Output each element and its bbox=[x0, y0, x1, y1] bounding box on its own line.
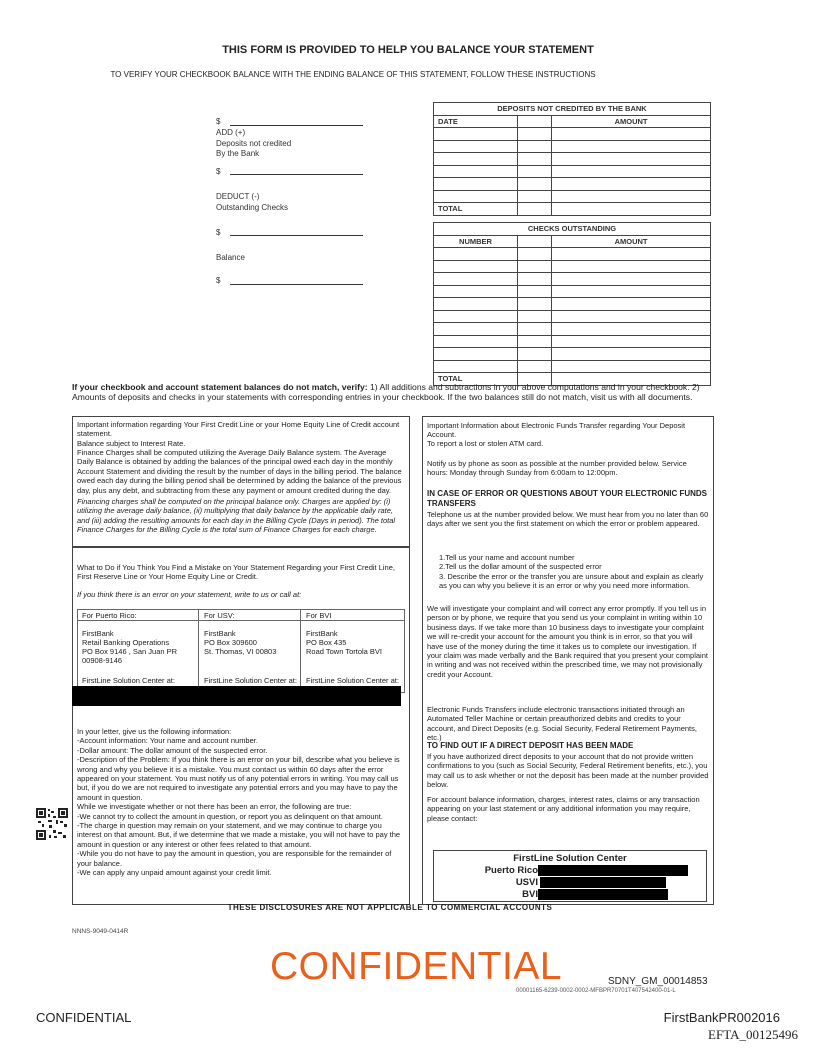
deposits-table-title: DEPOSITS NOT CREDITED BY THE BANK bbox=[434, 103, 711, 116]
instructions: TO VERIFY YOUR CHECKBOOK BALANCE WITH THE ENDING BALANCE OF THIS STATEMENT, FOLLOW THESE INSTRUCTIONS bbox=[110, 70, 596, 79]
eft-definition: Electronic Funds Transfers include electronic transactions initiated through an Automated Teller Machine or certain preauthorized debits and credits to your account, and Direct Deposits (e.g. Social Security, Federal Retirement Payments, etc.) bbox=[427, 705, 697, 743]
eft-box bbox=[422, 416, 714, 905]
bvi-address-line: FirstBank bbox=[306, 629, 338, 638]
checks-line[interactable] bbox=[230, 235, 363, 236]
step-item: 3. Describe the error or the transfer you are unsure about and explain as clearly as you can why you believe it is an error or why you need more information. bbox=[439, 571, 704, 591]
notify-text: Notify us by phone as soon as possible at the number provided below. Service hours: Monday through Sunday from 6:00am to 12:00pm. bbox=[427, 459, 687, 478]
bottom-confidential: CONFIDENTIAL bbox=[36, 1010, 132, 1025]
dollar-sign: $ bbox=[216, 167, 221, 176]
bvi-center-label: FirstLine Solution Center at: bbox=[306, 676, 399, 685]
financing-charges-text: Financing charges shall be computed on the principal balance only. Charges are applied by: (i) utilizing the average daily balance, (ii) multiplying that daily balance by the applicable daily rate, and (iii) adding the resulting amounts for each day in the Billing Cycle (Days in period). The total Finance Charges for the Billing Cycle is the total sum of Finance Charges for each charge. bbox=[77, 497, 396, 535]
verify-lead: If your checkbook and account statement balances do not match, verify: bbox=[72, 382, 368, 392]
pr-center-label: FirstLine Solution Center at: bbox=[82, 676, 175, 685]
qr-code bbox=[36, 808, 68, 840]
usv-heading: For USV: bbox=[204, 611, 235, 620]
balance-label: Balance bbox=[216, 253, 245, 262]
verify-paragraph bbox=[72, 382, 708, 403]
credit-info-box bbox=[72, 416, 410, 548]
bvi-label: BVI bbox=[522, 889, 538, 900]
redaction-bar bbox=[72, 686, 401, 706]
investigate-text: We will investigate your complaint and will correct any error promptly. If you tell us in person or by phone, we require that you send us your complaint in writing within 10 business days. If we take more than 10 business days to investigate your complaint we will re-credit your account for the amount you think is in error, so that you will have use of the money during the time it takes us to complete our investigation. If your claim was made verbally and the Bank required that you present your complaint in writing and was not received within the prescribed time, we may not provisionally credit your Account. bbox=[427, 604, 708, 679]
by-bank-label: By the Bank bbox=[216, 149, 260, 158]
eft-title: Important Information about Electronic Funds Transfer regarding Your Deposit Account. bbox=[427, 421, 686, 440]
usv-center-label: FirstLine Solution Center at: bbox=[204, 676, 297, 685]
pr-address-line: PO Box 9146 , San Juan PR bbox=[82, 647, 178, 656]
interest-rate-text: Balance subject to Interest Rate. bbox=[77, 439, 186, 448]
bvi-heading: For BVI bbox=[306, 611, 332, 620]
investigate-item: -We can apply any unpaid amount against your credit limit. bbox=[77, 868, 272, 878]
write-to-us: If you think there is an error on your statement, write to us or call at: bbox=[77, 590, 302, 599]
deposits-line[interactable] bbox=[230, 174, 363, 175]
verify-text: 1) All additions and subtractions in your above computations and in your checkbook. 2) Amounts of deposits and checks in your statements with corresponding entries in your checkbook. If the two balances still do not match, visit us with all documents. bbox=[72, 382, 700, 403]
amount-header: AMOUNT bbox=[552, 235, 711, 248]
deposits-table bbox=[433, 102, 711, 216]
investigate-item: -We cannot try to collect the amount in question, or report you as delinquent on that amount. bbox=[77, 811, 383, 821]
bvi-address-line: Road Town Tortola BVI bbox=[306, 647, 383, 656]
redaction-bar bbox=[540, 877, 666, 888]
pr-address-line: Retail Banking Operations bbox=[82, 638, 170, 647]
bvi-address-line: PO Box 435 bbox=[306, 638, 347, 647]
letter-item: -Dollar amount: The dollar amount of the suspected error. bbox=[77, 745, 268, 755]
form-code: NNNS-9049-0414R bbox=[72, 928, 129, 935]
pr-heading: For Puerto Rico: bbox=[82, 611, 137, 620]
finance-charges-text: Finance Charges shall be computed utilizing the Average Daily Balance system. The Average Daily Balance is obtained by adding the balances of the principal owed each day in the monthly Account Statement and dividing the result by the number of days in the billing period. The balance owed each day during the billing period shall be determined by adding the balance of the previous day, plus any debt, and subtracting from these any payment or amount credited during the day. bbox=[77, 448, 402, 495]
date-header: DATE bbox=[434, 115, 518, 128]
efta-number: EFTA_00125496 bbox=[708, 1027, 798, 1042]
step-item: 2.Tell us the dollar amount of the suspected error bbox=[439, 562, 602, 572]
telephone-text: Telephone us at the number provided below. We must hear from you no later than 60 days after we sent you the first statement on which the error or problem appeared. bbox=[427, 510, 709, 529]
mistake-title: What to Do if You Think You Find a Mistake on Your Statement Regarding your First Credit Line, First Reserve Line or Your Home Equity Line or Credit. bbox=[77, 563, 395, 582]
letter-info bbox=[77, 727, 403, 878]
dollar-sign: $ bbox=[216, 117, 221, 126]
usv-address-line: St. Thomas, VI 00803 bbox=[204, 647, 277, 656]
lost-card-text: To report a lost or stolen ATM card. bbox=[427, 439, 544, 448]
outstanding-label: Outstanding Checks bbox=[216, 203, 289, 212]
investigate-item: -The charge in question may remain on your statement, and we may continue to charge you interest on that amount. But, if we determine that we made a mistake, you will not have to pay the amount in question or any interest or other fees related to that amount. bbox=[77, 821, 401, 849]
letter-item: -Account information: Your name and account number. bbox=[77, 736, 258, 746]
investigate-intro: While we investigate whether or not there has been an error, the following are true: bbox=[77, 802, 352, 812]
sdny-number: SDNY_GM_00014853 bbox=[608, 976, 708, 987]
checks-table bbox=[433, 222, 711, 386]
dollar-sign: $ bbox=[216, 276, 221, 285]
number-header: NUMBER bbox=[434, 235, 518, 248]
pr-label: Puerto Rico bbox=[484, 865, 538, 876]
usvi-label: USVI bbox=[515, 877, 538, 888]
usv-address-line: PO Box 309600 bbox=[204, 638, 257, 647]
deduct-label: DEDUCT (-) bbox=[216, 192, 260, 201]
checks-table-title: CHECKS OUTSTANDING bbox=[434, 223, 711, 236]
pr-address-line: FirstBank bbox=[82, 629, 114, 638]
step-item: 1.Tell us your name and account number bbox=[439, 553, 575, 562]
dollar-sign: $ bbox=[216, 228, 221, 237]
balance-line[interactable] bbox=[230, 284, 363, 285]
credit-info-title: Important information regarding Your First Credit Line or your Home Equity Line of Credit account statement. bbox=[77, 420, 400, 439]
amount-header: AMOUNT bbox=[552, 115, 711, 128]
deposits-label: Deposits not credited bbox=[216, 139, 292, 148]
contact-text: For account balance information, charges, interest rates, claims or any transaction appearing on your last statement or any additional information you may require, please contact: bbox=[427, 795, 700, 823]
disclosure-note: THESE DISCLOSURES ARE NOT APPLICABLE TO COMMERCIAL ACCOUNTS bbox=[227, 903, 553, 912]
redaction-bar bbox=[538, 865, 688, 876]
statement-balance-line[interactable] bbox=[230, 125, 363, 126]
center-box bbox=[433, 850, 707, 902]
letter-intro: In your letter, give us the following information: bbox=[77, 727, 232, 736]
address-grid bbox=[77, 609, 405, 693]
deposits-total-label: TOTAL bbox=[434, 203, 518, 216]
letter-item: -Description of the Problem: If you think there is an error on your bill, describe what you believe is wrong and why you believe it is a mistake. You must contact us within 60 days after the error appeared on your statement. You must notify us of any potential errors in writing. You may call us but, if you do we are not required to investigate any potential errors and you may have to pay the amount in question. bbox=[77, 755, 400, 802]
direct-deposit-text: If you have authorized direct deposits to your account that do not provide written confirmations to you (such as Social Security, Federal Retirement benefits, etc.), you may call us to ask whether or not the deposit has been made at the number provided below. bbox=[427, 752, 709, 790]
center-title: FirstLine Solution Center bbox=[513, 853, 627, 864]
pr-address-line: 00908-9146 bbox=[82, 656, 123, 665]
form-title: THIS FORM IS PROVIDED TO HELP YOU BALANCE YOUR STATEMENT bbox=[222, 44, 594, 56]
steps-list bbox=[439, 553, 709, 591]
redaction-bar bbox=[538, 889, 668, 900]
confidential-stamp: CONFIDENTIAL bbox=[270, 945, 563, 988]
checks-total-label: TOTAL bbox=[434, 373, 518, 386]
direct-deposit-heading: TO FIND OUT IF A DIRECT DEPOSIT HAS BEEN MADE bbox=[427, 741, 634, 750]
usv-address-line: FirstBank bbox=[204, 629, 236, 638]
add-label: ADD (+) bbox=[216, 128, 246, 137]
bates-number: FirstBankPR002016 bbox=[663, 1010, 780, 1025]
mistake-box bbox=[72, 546, 410, 905]
tiny-code: 00001165-6239-0002-0002-MFBPR70701T407542400-01-L bbox=[516, 988, 676, 994]
error-heading: IN CASE OF ERROR OR QUESTIONS ABOUT YOUR ELECTRONIC FUNDS TRANSFERS bbox=[427, 489, 708, 508]
investigate-item: -While you do not have to pay the amount in question, you are responsible for the remainder of your balance. bbox=[77, 849, 392, 868]
